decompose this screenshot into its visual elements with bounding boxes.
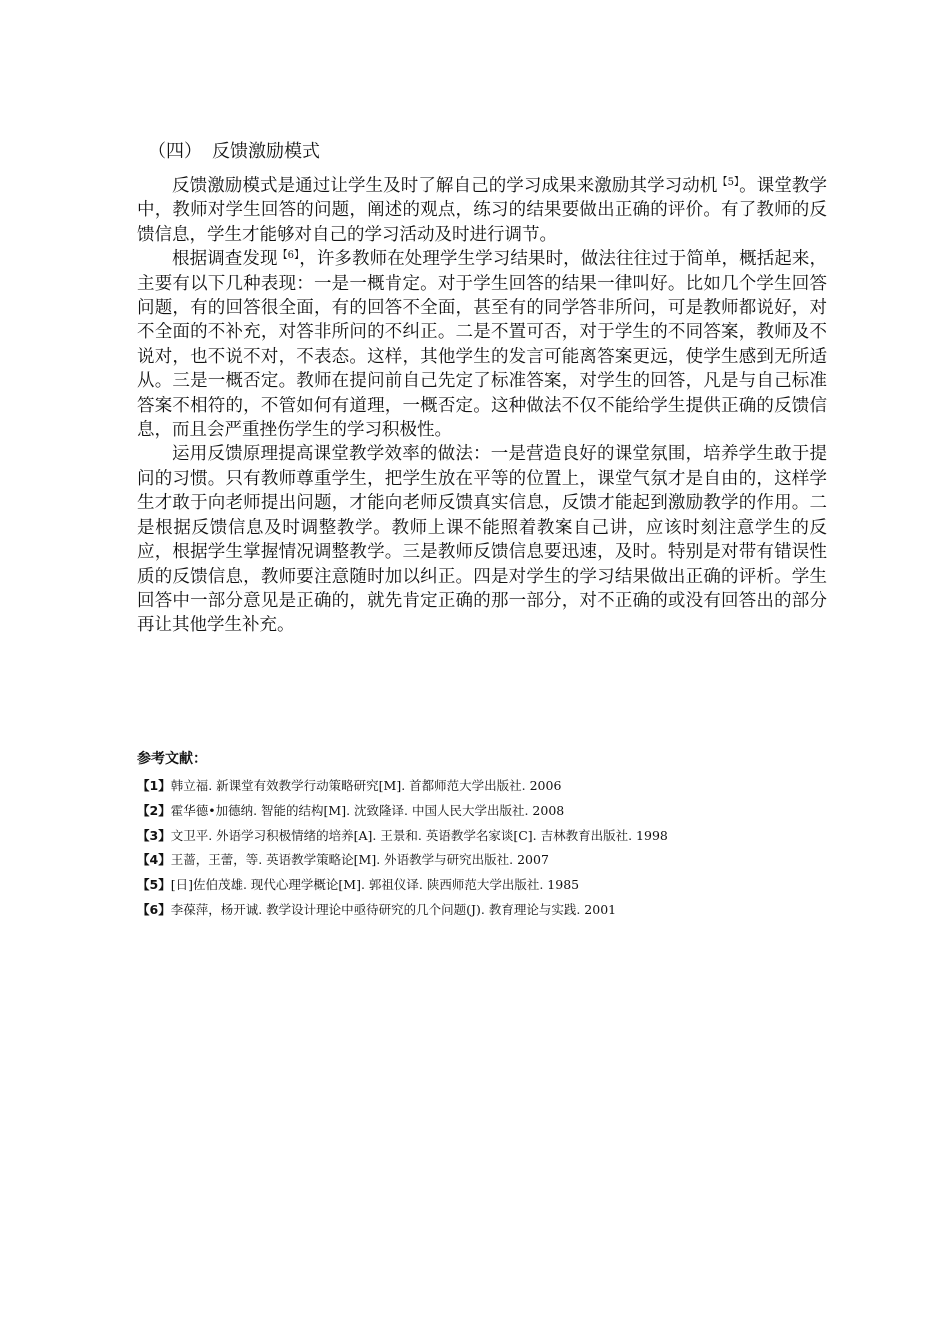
reference-index: 【4】 [137, 852, 171, 868]
reference-index: 【2】 [137, 802, 171, 818]
paragraph-text: 根据调查发现 [172, 249, 278, 270]
paragraph-text: 。课堂教学中，教师对学生回答的问题，阐述的观点，练习的结果要做出正确的评价。有了教师的反馈信息，学生才能够对自己的学习活动及时进行调节。 [137, 176, 828, 245]
reference-index: 【5】 [137, 877, 171, 893]
reference-item [137, 848, 827, 873]
reference-text: 文卫平. 外语学习积极情绪的培养[A]. 王景和. 英语教学名家谈[C]. 吉林教育出版社. 1998 [170, 827, 668, 843]
citation-marker: 【5】 [717, 177, 740, 188]
section-heading [148, 138, 320, 166]
paragraph-text: ，许多教师在处理学生学习结果时，做法往往过于简单，概括起来，主要有以下几种表现：一是一概肯定。对于学生回答的结果一律叫好。比如几个学生回答问题，有的回答很全面，有的回答不全面，甚至有的同学答非所问，可是教师都说好，对不全面的不补充，对答非所问的不纠正。二是不置可否，对于学生的不同答案，教师及不说对，也不说不对，不表态。这样，其他学生的发言可能离答案更远，使学生感到无所适从。三是一概否定。教师在提问前自己先定了标准答案，对学生的回答，凡是与自己标准答案不相符的，不管如何有道理，一概否定。这种做法不仅不能给学生提供正确的反馈信息，而且会严重挫伤学生的学习积极性。 [137, 249, 827, 441]
reference-text: 李葆萍，杨开诚. 教学设计理论中亟待研究的几个问题(J). 教育理论与实践. 2001 [170, 901, 617, 917]
references-list [137, 774, 827, 923]
paragraph-text: 反馈激励模式是通过让学生及时了解自己的学习成果来激励其学习动机 [172, 176, 718, 196]
citation-marker: 【6】 [277, 250, 300, 262]
section-title: 反馈激励模式 [212, 141, 320, 162]
paragraph [137, 174, 827, 247]
body-text [137, 174, 827, 638]
references-title: 参考文献： [137, 751, 207, 767]
reference-item [137, 774, 827, 799]
reference-item [137, 824, 827, 849]
paragraph [137, 442, 827, 637]
paragraph-text: 运用反馈原理提高课堂教学效率的做法：一是营造良好的课堂氛围，培养学生敢于提问的习惯。只有教师尊重学生，把学生放在平等的位置上，课堂气氛才是自由的，这样学生才敢于向老师提出问题，才能向老师反馈真实信息，反馈才能起到激励教学的作用。二是根据反馈信息及时调整教学。教师上课不能照着教案自己讲，应该时刻注意学生的反应，根据学生掌握情况调整教学。三是教师反馈信息要迅速，及时。特别是对带有错误性质的反馈信息，教师要注意随时加以纠正。四是对学生的学习结果做出正确的评析。学生回答中一部分意见是正确的，就先肯定正确的那一部分，对不正确的或没有回答出的部分再让其他学生补充。 [137, 444, 827, 636]
reference-item [137, 799, 827, 824]
reference-index: 【3】 [137, 827, 171, 843]
reference-text: 韩立福. 新课堂有效教学行动策略研究[M]. 首都师范大学出版社. 2006 [170, 778, 562, 793]
references-section [137, 748, 827, 923]
section-number: （四） [148, 141, 202, 162]
reference-index: 【6】 [137, 901, 171, 917]
reference-index: 【1】 [137, 778, 171, 793]
reference-text: [日]佐伯茂雄. 现代心理学概论[M]. 郭祖仪译. 陕西师范大学出版社. 1985 [170, 877, 580, 893]
reference-text: 霍华德•加德纳. 智能的结构[M]. 沈致隆译. 中国人民大学出版社. 2008 [170, 802, 565, 818]
reference-item [137, 873, 827, 898]
paragraph [137, 247, 827, 442]
reference-item [137, 898, 827, 923]
reference-text: 王蔷，王蕾，等. 英语教学策略论[M]. 外语教学与研究出版社. 2007 [170, 852, 549, 868]
